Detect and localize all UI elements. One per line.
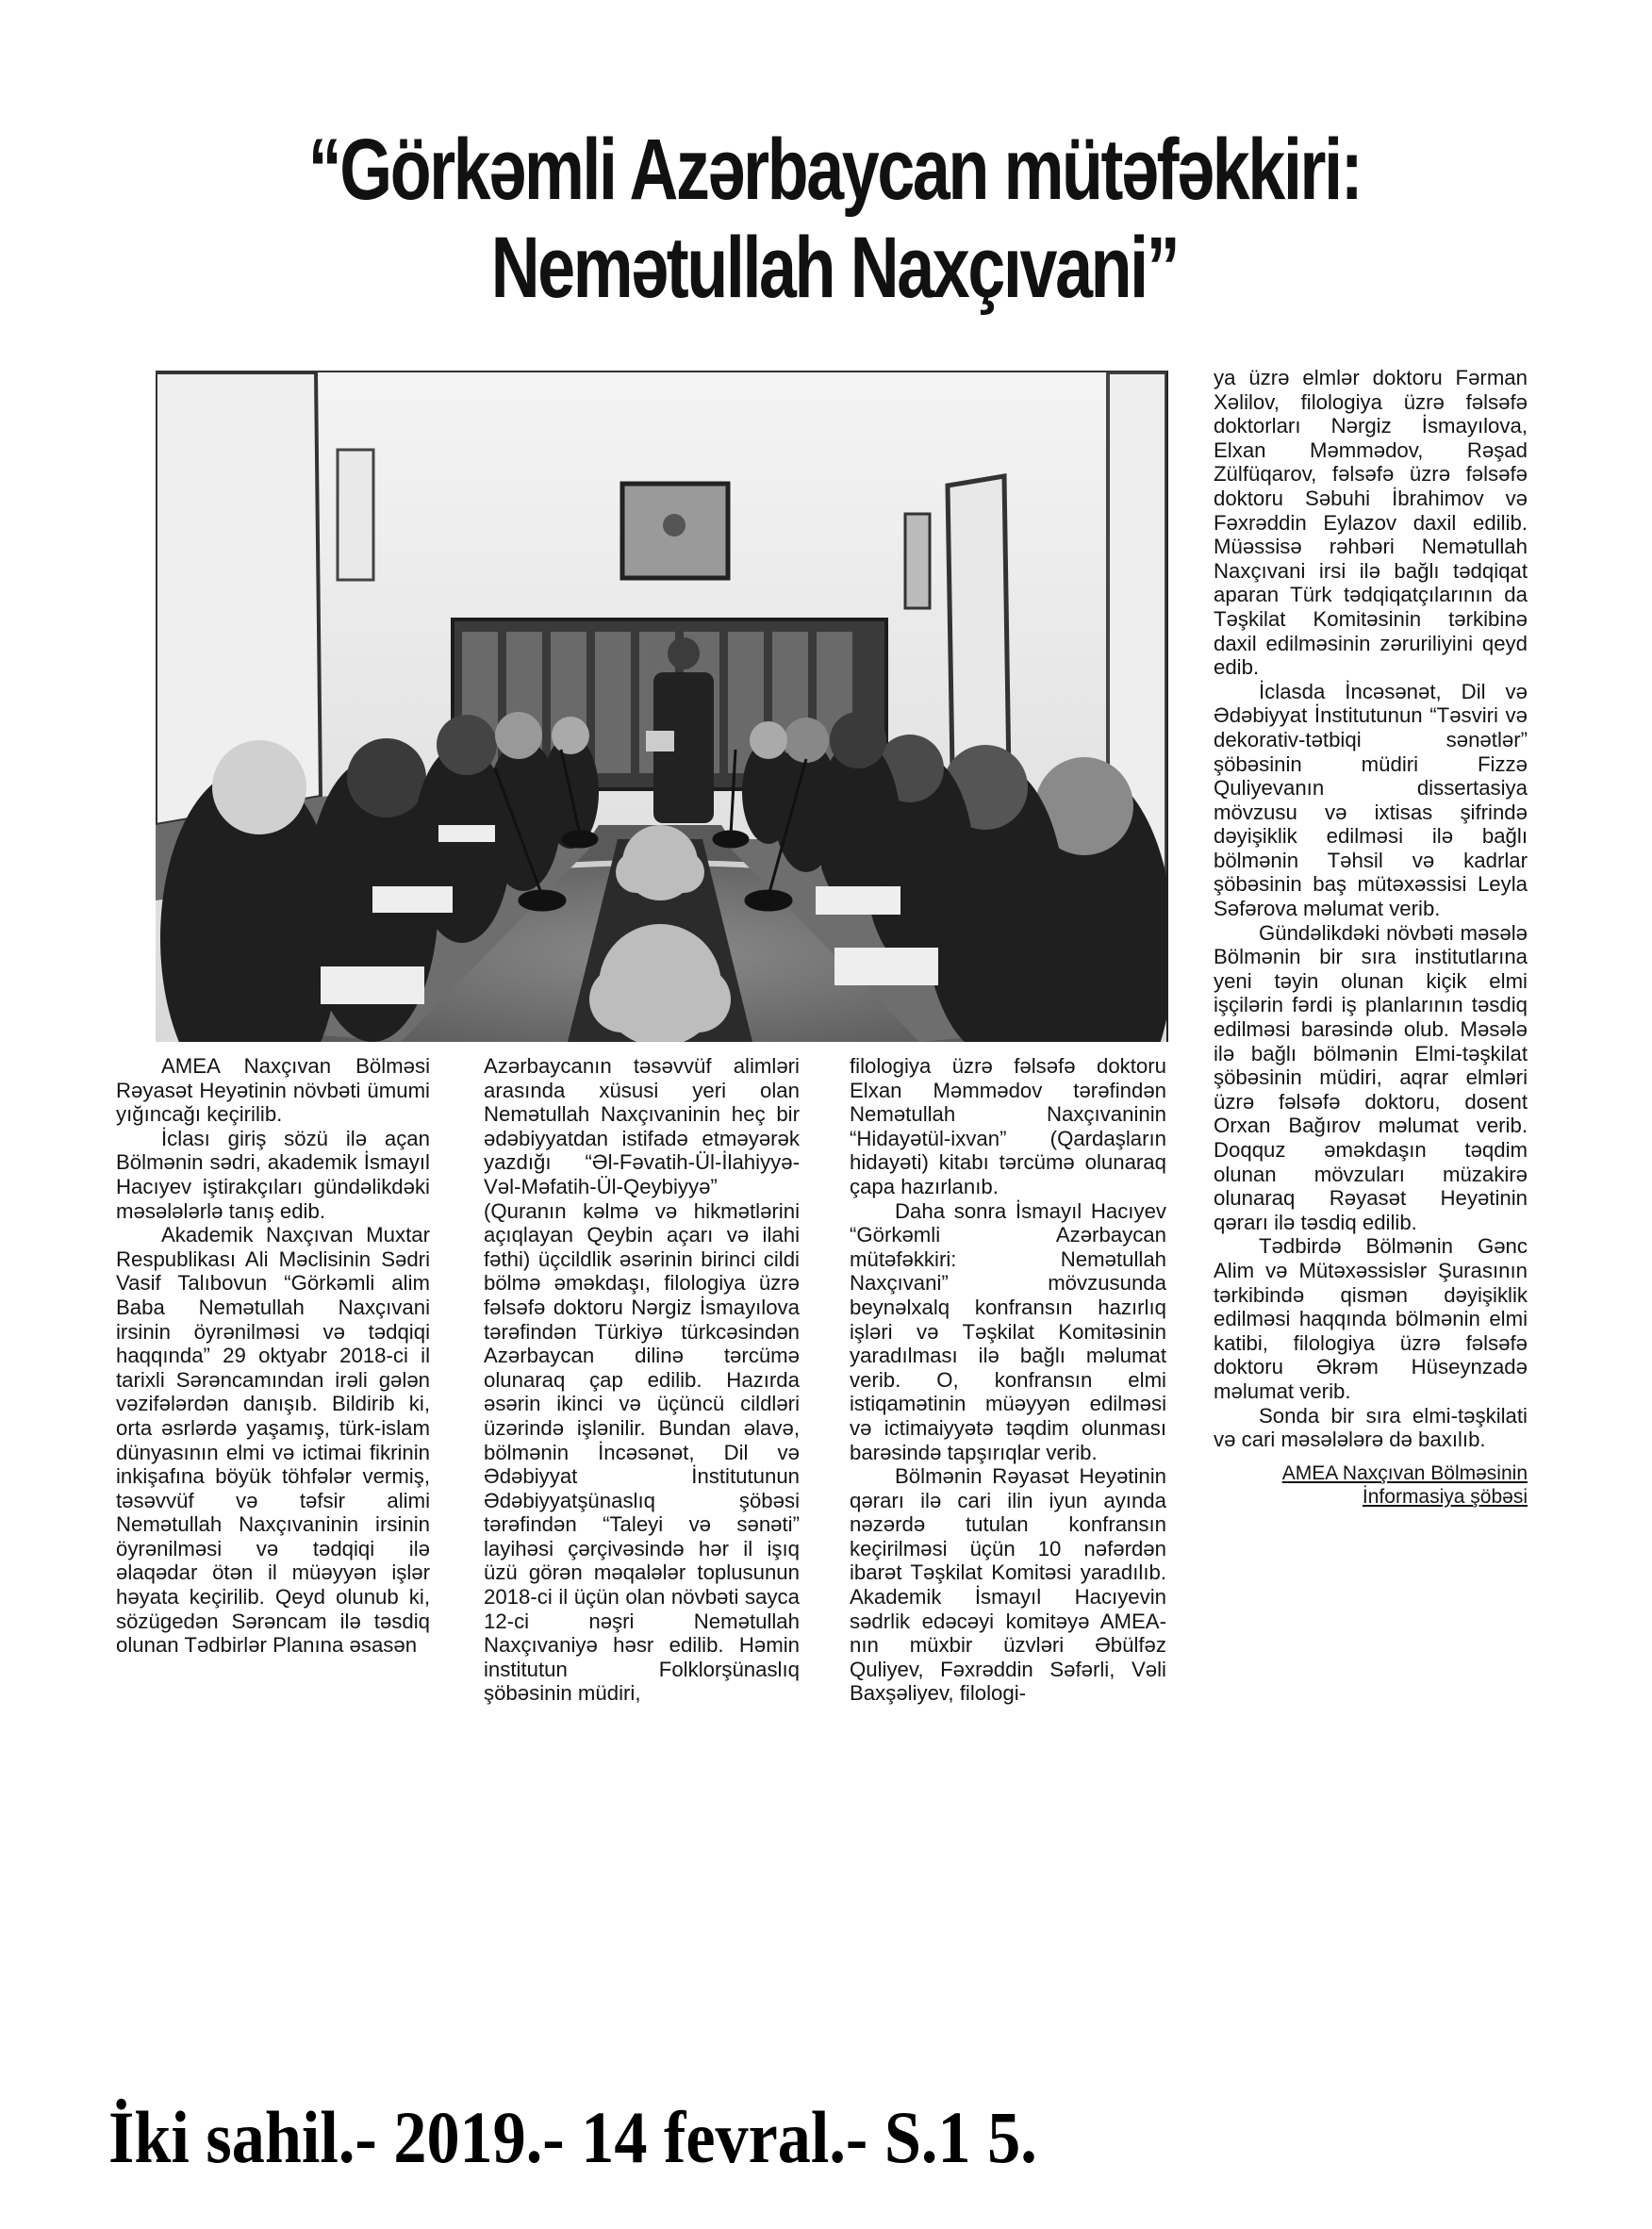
article-column-3 <box>850 1054 1166 1706</box>
article-column-2 <box>484 1054 800 1706</box>
paragraph: ya üzrə elmlər doktoru Fərman Xəlilov, filologiya üzrə fəlsəfə doktorları Nərgiz İsmayılova, Elxan Məmmədov, Rəşad Zülfüqarov, fəlsəfə üzrə fəlsəfə doktoru Səbuhi İbrahimov və Fəxrəddin Eylazov daxil edilib. Müəssisə rəhbəri Nemətullah Naxçıvani irsi ilə bağlı tədqiqat aparan Türk tədqiqatçılarının da Təşkilat Komitəsinin tərkibinə daxil edilməsinin zəruriliyini qeyd edib. <box>1214 366 1528 680</box>
paragraph: filologiya üzrə fəlsəfə doktoru Elxan Məmmədov tərəfindən Nemətullah Naxçıvaninin “Hidayətül-ixvan” (Qardaşların hidayəti) kitabı tərcümə olunaraq çapa hazırlanıb. <box>850 1054 1166 1198</box>
author-signature <box>1214 1461 1528 1509</box>
signature-line-2: İnformasiya şöbəsi <box>1362 1485 1528 1508</box>
paragraph: Tədbirdə Bölmənin Gənc Alim və Mütəxəssislər Şurasının tərkibində qismən dəyişiklik edilməsi haqqında bölmənin elmi katibi, filologiya üzrə fəlsəfə doktoru Əkrəm Hüseynzadə məlumat verib. <box>1214 1234 1528 1403</box>
meeting-photo-illustration <box>156 372 1166 1042</box>
signature-line-1: AMEA Naxçıvan Bölməsinin <box>1281 1461 1528 1484</box>
paragraph: İclasda İncəsənət, Dil və Ədəbiyyat İnstitutunun “Təsviri və dekorativ-tətbiqi sənətlər” şöbəsinin müdiri Fizzə Quliyevanın dissertasiya mövzusu və ixtisas şifrində dəyişiklik edilməsi ilə bağlı bölmənin Təhsil və kadrlar şöbəsinin baş mütəxəssisi Leyla Səfərova məlumat verib. <box>1214 679 1528 921</box>
article-headline <box>123 121 1546 317</box>
paragraph: Akademik Naxçıvan Muxtar Respublikası Ali Məclisinin Sədri Vasif Talıbovun “Görkəmli alim Baba Nemətullah Naxçıvani irsinin öyrənilməsi və tədqiqi haqqında” 29 oktyabr 2018-ci il tarixli Sərəncamından irəli gələn vəzifələrdən danışıb. Bildirib ki, orta əsrlərdə yaşamış, türk-islam dünyasının elmi və ictimai fikrinin inkişafına böyük töhfələr vermiş, təsəvvüf və təfsir alimi Nemətullah Naxçıvaninin irsinin öyrənilməsi və tədqiqi ilə əlaqədar ötən il müəyyən işlər həyata keçirilib. Qeyd olunub ki, sözügedən Sərəncam ilə təsdiq olunan Tədbirlər Planına əsasən <box>116 1223 430 1658</box>
article-column-1 <box>116 1054 430 1658</box>
paragraph: Daha sonra İsmayıl Hacıyev “Görkəmli Azərbaycan mütəfəkkiri: Nemətullah Naxçıvani” mövzusunda beynəlxalq konfransın hazırlıq işləri və Təşkilat Komitəsinin yaradılması ilə bağlı məlumat verib. O, konfransın elmi istiqamətinin müəyyən edilməsi və ictimaiyyətə təqdim olunması barəsində tapşırıqlar verib. <box>850 1198 1166 1464</box>
paragraph: Sonda bir sıra elmi-təşkilati və cari məsələlərə də baxılıb. <box>1214 1403 1528 1452</box>
publication-source: İki sahil.- 2019.- 14 fevral.- S.1 5. <box>108 2096 1037 2178</box>
wall-picture-right <box>905 514 930 608</box>
paragraph: Azərbaycanın təsəvvüf alimləri arasında xüsusi yeri olan Nemətullah Naxçıvaninin heç bir ədəbiyyatdan istifadə etməyərək yazdığı “Əl-Fəvatih-Ül-İlahiyyə-Vəl-Məfatih-Ül-Qeybiyyə” (Quranın kəlmə və hikmətlərini açıqlayan Qeybin açarı və ilahi fəthi) üçcildlik əsərinin birinci cildi bölmə əməkdaşı, filologiya üzrə fəlsəfə doktoru Nərgiz İsmayılova tərəfindən Türkiyə türkcəsindən Azərbaycan dilinə tərcümə olunaraq çap edilib. Hazırda əsərin ikinci və üçüncü cildləri üzərində işlənilir. Bundan əlavə, bölmənin İncəsənət, Dil və Ədəbiyyat İnstitutunun Ədəbiyyatşünaslıq şöbəsi tərəfindən “Taleyi və sənəti” layihəsi çərçivəsində hər il işıq üzü görən məqalələr toplusunun 2018-ci il üçün olan növbəti sayca 12-ci nəşri Nemətullah Naxçıvaniyə həsr edilib. Həmin institutun Folklorşünaslıq şöbəsinin müdiri, <box>484 1054 800 1706</box>
emblem <box>663 514 686 537</box>
paragraph: Bölmənin Rəyasət Heyətinin qərarı ilə cari ilin iyun ayında nəzərdə tutulan konfransın keçirilməsi üçün 10 nəfərdən ibarət Təşkilat Komitəsi yaradılıb. Akademik İsmayıl Hacıyevin sədrlik edəcəyi komitəyə AMEA-nın müxbir üzvləri Əbülfəz Quliyev, Fəxrəddin Səfərli, Vəli Baxşəliyev, filologi- <box>850 1464 1166 1706</box>
headline-line-2: Nemətullah Naxçıvani” <box>490 220 1179 316</box>
paragraph: Gündəlikdəki növbəti məsələ Bölmənin bir sıra institutlarına yeni təyin olunan kiçik elmi işçilərin fərdi iş planlarının təsdiq edilməsi barəsində olub. Məsələ ilə bağlı bölmənin Elmi-təşkilat şöbəsinin müdiri, aqrar elmləri üzrə fəlsəfə doktoru, dosent Orxan Bağırov məlumat verib. Doqquz əməkdaşın təqdim olunan mövzuları müzakirə olunaraq Rəyasət Heyətinin qərarı ilə təsdiq edilib. <box>1214 920 1528 1234</box>
right-door <box>948 476 1009 778</box>
paragraph: İclası giriş sözü ilə açan Bölmənin sədri, akademik İsmayıl Hacıyev iştirakçıları gündəlikdəki məsələlərlə tanış edib. <box>116 1126 430 1223</box>
paragraph: AMEA Naxçıvan Bölməsi Rəyasət Heyətinin növbəti ümumi yığıncağı keçirilib. <box>116 1054 430 1127</box>
wall-picture-left <box>338 450 373 580</box>
meeting-photo <box>156 371 1168 1042</box>
headline-line-1: “Görkəmli Azərbaycan mütəfəkkiri: <box>307 122 1362 218</box>
article-column-4 <box>1214 366 1528 1509</box>
